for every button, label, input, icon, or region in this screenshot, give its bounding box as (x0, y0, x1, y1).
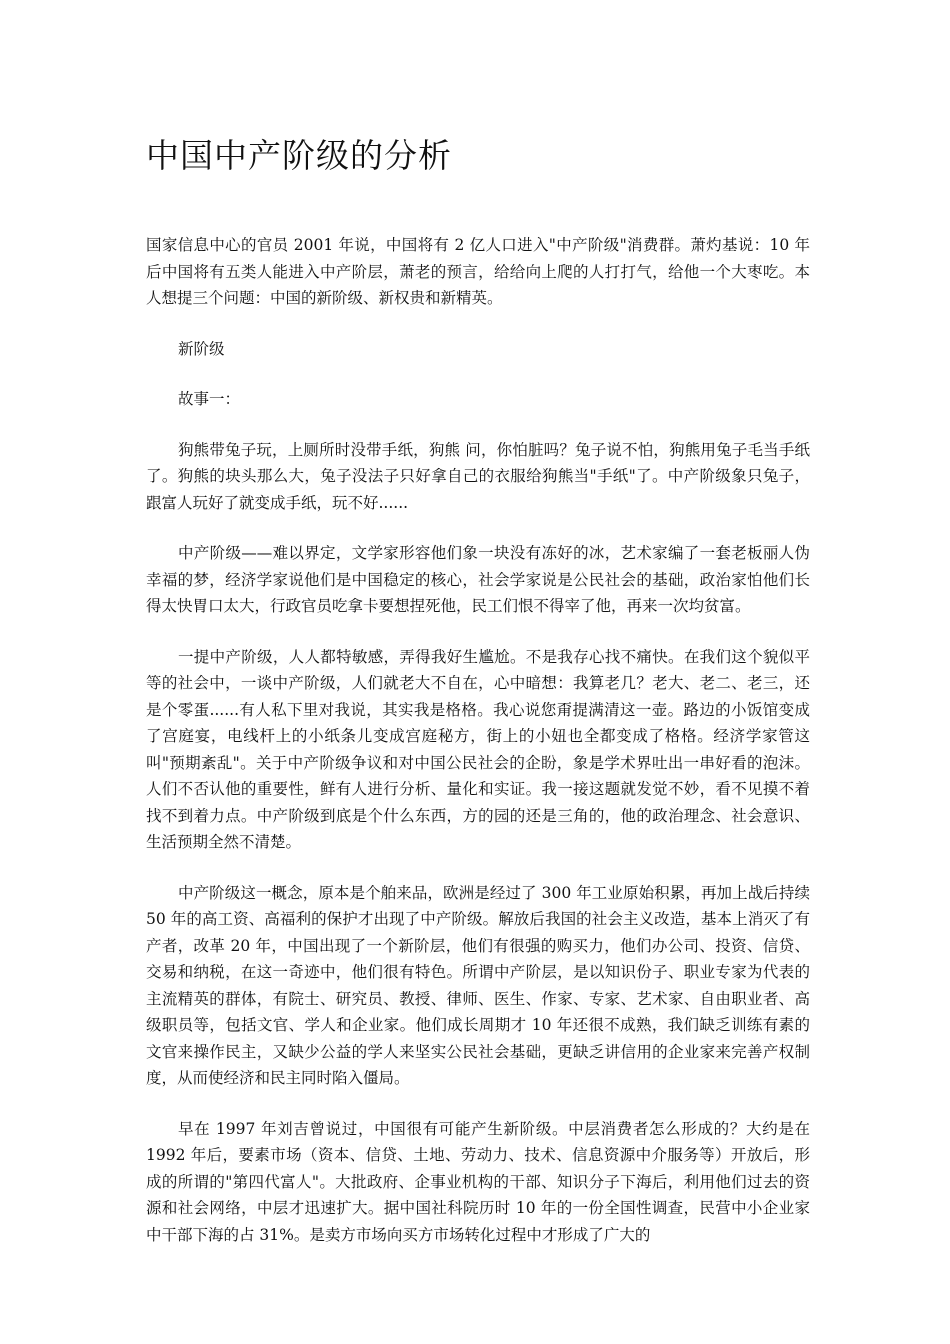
paragraph-concept: 中产阶级这一概念，原本是个舶来品，欧洲是经过了 300 年工业原始积累，再加上战后持续 50 年的高工资、高福利的保护才出现了中产阶级。解放后我国的社会主义改造，基本上消灭了有产者，改革 20 年，中国出现了一个新阶层，他们有很强的购买力，他们办公司、投资、信贷、交易和纳税，在这一奇迹中，他们很有特色。所谓中产阶层，是以知识份子、职业专家为代表的主流精英的群体，有院士、研究员、教授、律师、医生、作家、专家、艺术家、自由职业者、高级职员等，包括文官、学人和企业家。他们成长周期才 10 年还很不成熟，我们缺乏训练有素的文官来操作民主，又缺少公益的学人来坚实公民社会基础，更缺乏讲信用的企业家来完善产权制度，从而使经济和民主同时陷入僵局。 (146, 883, 810, 1087)
paragraph-history: 早在 1997 年刘吉曾说过，中国很有可能产生新阶级。中层消费者怎么形成的？大约是在 1992 年后，要素市场（资本、信贷、土地、劳动力、技术、信息资源中介服务等）开放后，形成的所谓的"第四代富人"。大批政府、企事业机构的干部、知识分子下海后，利用他们过去的资源和社会网络，中层才迅速扩大。据中国社科院历时 10 年的一份全国性调查，民营中小企业家中干部下海的占 31%。是卖方市场向买方市场转化过程中才形成了广大的 (146, 1119, 810, 1244)
paragraph-sensitivity: 一提中产阶级，人人都特敏感，弄得我好生尴尬。不是我存心找不痛快。在我们这个貌似平等的社会中，一谈中产阶级，人们就老大不自在，心中暗想：我算老几？老大、老二、老三，还是个零蛋......有人私下里对我说，其实我是格格。我心说您甭提满清这一壶。路边的小饭馆变成了宫庭宴，电线杆上的小纸条儿变成宫庭秘方，街上的小妞也全都变成了格格。经济学家管这叫"预期紊乱"。关于中产阶级争议和对中国公民社会的企盼，象是学术界吐出一串好看的泡沫。人们不否认他的重要性，鲜有人进行分析、量化和实证。我一接这题就发觉不妙，看不见摸不着找不到着力点。中产阶级到底是个什么东西，方的园的还是三角的，他的政治理念、社会意识、生活预期全然不清楚。 (146, 647, 810, 851)
paragraph-definition: 中产阶级——难以界定，文学家形容他们象一块没有冻好的冰，艺术家编了一套老板丽人伪幸福的梦，经济学家说他们是中国稳定的核心，社会学家说是公民社会的基础，政治家怕他们长得太快胃口太大，行政官员吃拿卡要想捏死他，民工们恨不得宰了他，再来一次均贫富。 (146, 544, 810, 615)
paragraph-story: 狗熊带兔子玩，上厕所时没带手纸，狗熊 问，你怕脏吗？兔子说不怕，狗熊用兔子毛当手纸了。狗熊的块头那么大，兔子没法子只好拿自己的衣服给狗熊当"手纸"了。中产阶级象只兔子，跟富人玩好了就变成手纸，玩不好...... (146, 440, 810, 512)
document-page (146, 132, 810, 1272)
story-heading: 故事一： (178, 390, 241, 408)
section-heading-new-class: 新阶级 (178, 339, 225, 358)
paragraph-intro: 国家信息中心的官员 2001 年说，中国将有 2 亿人口进入"中产阶级"消费群。萧灼基说：10 年后中国将有五类人能进入中产阶层，萧老的预言，给给向上爬的人打打气，给他一个大枣吃。本人想提三个问题：中国的新阶级、新权贵和新精英。 (146, 236, 810, 307)
document-title: 中国中产阶级的分析 (146, 136, 452, 175)
